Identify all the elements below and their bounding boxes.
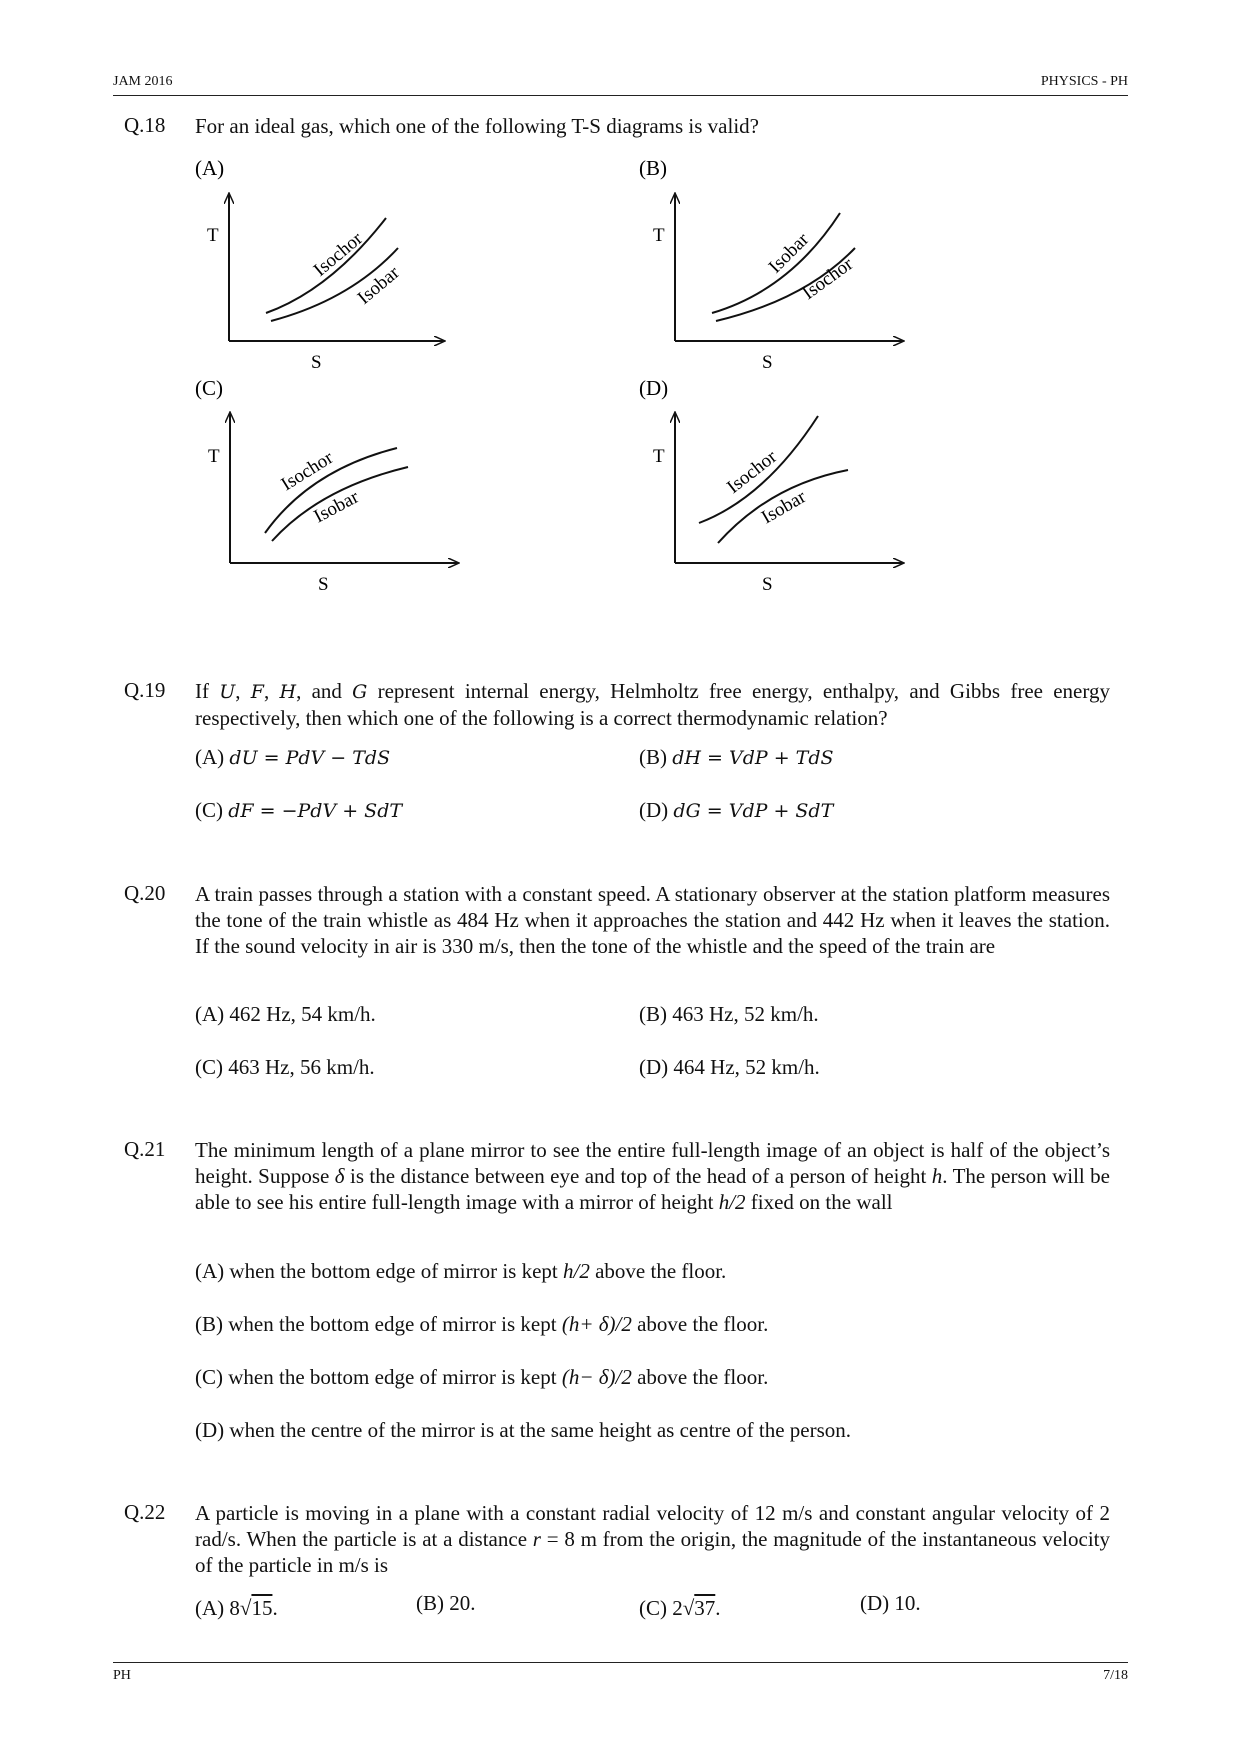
q18-number: Q.18 xyxy=(124,113,166,137)
q18-text: For an ideal gas, which one of the following T-S diagrams is valid? xyxy=(195,114,759,138)
diagram-a-lower-text: Isobar xyxy=(353,262,404,309)
q20-option-b: (B) 463 Hz, 52 km/h. xyxy=(639,1002,819,1026)
q22-option-c: (C) 2√37. xyxy=(639,1596,721,1620)
diagram-b-y-label: T xyxy=(653,225,665,246)
diagram-c-upper-text: Isochor xyxy=(277,447,337,496)
diagram-b-lower-text: Isochor xyxy=(798,253,858,305)
diagram-c-lower-text: Isobar xyxy=(310,486,363,528)
footer-code: PH xyxy=(113,1668,131,1683)
diagram-d-y-label: T xyxy=(653,446,665,467)
q22-option-a: (A) 8√15. xyxy=(195,1596,278,1620)
q19-option-d: (D) dG = VdP + SdT xyxy=(639,798,834,822)
diagram-b-upper-text: Isobar xyxy=(764,229,814,278)
q21-number: Q.21 xyxy=(124,1137,166,1161)
diagram-c xyxy=(195,376,458,595)
diagram-d xyxy=(639,376,903,595)
diagram-a-upper-text: Isochor xyxy=(309,228,367,281)
q21-option-a: (A) when the bottom edge of mirror is kept h/2 above the floor. xyxy=(195,1259,727,1283)
diagram-c-y-label: T xyxy=(208,446,220,467)
q21-option-c: (C) when the bottom edge of mirror is kept (h− δ)/2 above the floor. xyxy=(195,1365,769,1389)
header-subject: PHYSICS - PH xyxy=(1040,74,1128,89)
diagram-b-x-label: S xyxy=(762,352,773,373)
q20-option-a: (A) 462 Hz, 54 km/h. xyxy=(195,1002,376,1026)
q20-text: A train passes through a station with a constant speed. A stationary observer at the station platform measures the tone of the train whistle as 484 Hz when it approaches the station and 442 Hz when it leaves the station. If the sound velocity in air is 330 m/s, then the tone of the whistle and the speed of the train are xyxy=(195,882,1110,958)
q22-number: Q.22 xyxy=(124,1500,166,1524)
q21-option-b: (B) when the bottom edge of mirror is kept (h+ δ)/2 above the floor. xyxy=(195,1312,769,1336)
diagram-c-label: (C) xyxy=(195,376,223,400)
q22-text: A particle is moving in a plane with a constant radial velocity of 12 m/s and constant angular velocity of 2 rad/s. When the particle is at a distance r = 8 m from the origin, the magnitude of the instantaneous velocity of the particle in m/s is xyxy=(195,1501,1110,1577)
q19-option-a: (A) dU = PdV − TdS xyxy=(195,745,391,769)
q20-number: Q.20 xyxy=(124,881,166,905)
page-number: 7/18 xyxy=(1103,1668,1128,1683)
q21-text: The minimum length of a plane mirror to see the entire full-length image of an object is half of the object’s height. Suppose δ is the distance between eye and top of the head of a person of height h. The person will be able to see his entire full-length image with a mirror of height h/2 fixed on the wall xyxy=(195,1138,1110,1214)
footer-rule xyxy=(113,1662,1128,1663)
q21-option-d: (D) when the centre of the mirror is at the same height as centre of the person. xyxy=(195,1418,852,1442)
q22-option-b: (B) 20. xyxy=(416,1591,476,1615)
q19-option-b: (B) dH = VdP + TdS xyxy=(639,745,834,769)
diagram-d-label: (D) xyxy=(639,376,669,400)
diagram-d-upper-text: Isochor xyxy=(723,446,781,498)
q18-diagrams xyxy=(0,0,1241,620)
q19-option-c: (C) dF = −PdV + SdT xyxy=(195,798,403,822)
diagram-b xyxy=(639,156,903,373)
diagram-b-label: (B) xyxy=(639,156,667,180)
q22-option-d: (D) 10. xyxy=(860,1591,921,1615)
diagram-d-lower-text: Isobar xyxy=(758,486,810,529)
q20-option-d: (D) 464 Hz, 52 km/h. xyxy=(639,1055,820,1079)
q19-number: Q.19 xyxy=(124,678,166,702)
diagram-a-y-label: T xyxy=(207,225,219,246)
q20-option-c: (C) 463 Hz, 56 km/h. xyxy=(195,1055,375,1079)
diagram-d-x-label: S xyxy=(762,574,773,595)
diagram-a xyxy=(195,156,444,373)
diagram-c-x-label: S xyxy=(318,574,329,595)
diagram-a-label: (A) xyxy=(195,156,225,180)
header-exam-name: JAM 2016 xyxy=(113,74,173,89)
diagram-a-x-label: S xyxy=(311,352,322,373)
q19-text: If U, F, H, and G represent internal energy, Helmholtz free energy, enthalpy, and Gibbs free energy respectively, then which one of the following is a correct thermodynamic relation? xyxy=(195,679,1110,730)
